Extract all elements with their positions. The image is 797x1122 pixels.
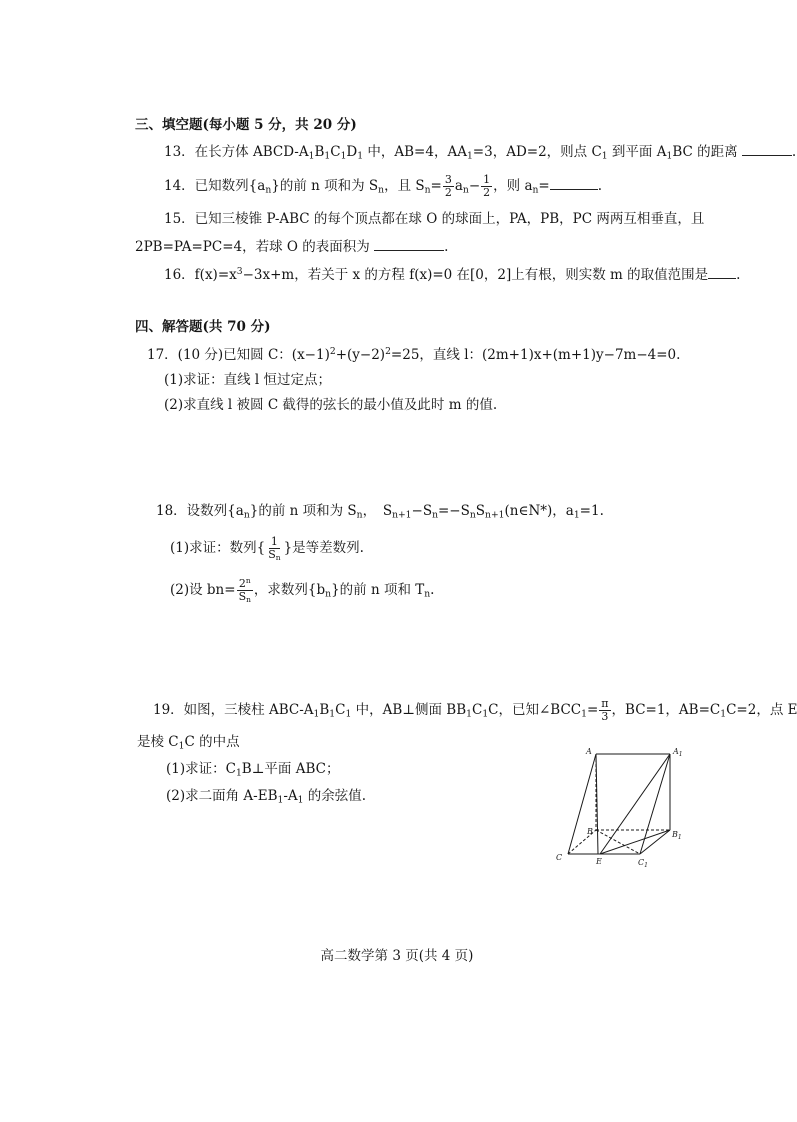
q13-text: 到平面 A <box>607 144 667 160</box>
q19-subscript: 1 <box>313 708 320 720</box>
q19-subscript: 1 <box>466 708 472 720</box>
prism-diagram <box>548 740 698 870</box>
question-17 <box>147 346 680 364</box>
question-18-part-2 <box>170 575 435 604</box>
q19-text: C <box>471 702 483 718</box>
q13-subscript: 1 <box>601 150 608 162</box>
q13-text: . <box>791 144 797 160</box>
edge-e-b1 <box>600 830 670 854</box>
q14-text: }的前 n 项和为 S <box>271 178 379 194</box>
q15-text: 15．已知三棱锥 P-ABC 的每个顶点都在球 O 的球面上，PA，PB，PC 两两互相垂直，且 <box>164 211 705 227</box>
q19-part-2-text: -A <box>283 788 298 804</box>
q14-text: ，则 a <box>493 178 533 194</box>
q15-text: 2PB=PA=PC=4，若球 O 的表面积为 <box>135 239 370 255</box>
label-c: C <box>556 853 563 862</box>
question-15-line-2 <box>135 238 448 256</box>
q13-text: D <box>346 144 358 160</box>
q19-text: C=2，点 E <box>726 702 797 718</box>
q17-text: 17．(10 分)已知圆 C：(x−1) <box>147 347 330 363</box>
q16-superscript: 3 <box>236 265 243 277</box>
answer-blank-13[interactable] <box>742 143 792 156</box>
q19-text: ，BC=1，AB=C <box>611 702 721 718</box>
fraction <box>266 536 282 561</box>
page-footer-text: 高二数学第 3 页(共 4 页) <box>320 948 474 964</box>
question-17-part-1 <box>164 371 331 389</box>
q18-subscript: n <box>243 509 250 521</box>
q19-subscript: 1 <box>345 708 352 720</box>
q17-superscript: 2 <box>329 345 336 357</box>
q14-text: . <box>597 178 603 194</box>
question-18-part-1 <box>170 536 364 561</box>
edge-c1-b1 <box>640 830 670 854</box>
answer-blank-15[interactable] <box>374 238 444 251</box>
q14-subscript: n <box>378 184 385 196</box>
q13-text: 13．在长方体 ABCD-A <box>164 144 309 160</box>
q19-subscript: 1 <box>178 740 185 752</box>
q18-subscript: n <box>356 509 363 521</box>
q13-subscript: 1 <box>340 150 347 162</box>
q18-text: S <box>475 503 486 519</box>
q18-part-2-text: (2)设 bn= <box>170 582 236 598</box>
question-19-part-1 <box>166 760 339 778</box>
q19-subscript: 1 <box>581 708 587 720</box>
q13-text: BC 的距离 <box>672 144 738 160</box>
q18-text: (n∈N*)，a <box>504 503 574 519</box>
label-b1: $B_1$ <box>672 830 682 841</box>
q13-subscript: 1 <box>666 150 673 162</box>
q17-part-2-text: (2)求直线 l 被圆 C 截得的弦长的最小值及此时 m 的值. <box>164 397 498 413</box>
section-4-heading-text: 四、解答题(共 70 分) <box>135 319 271 335</box>
q19-text: = <box>586 702 599 718</box>
page-footer <box>0 944 794 964</box>
q14-text: = <box>430 178 442 194</box>
q19-text: 19．如图，三棱柱 ABC-A <box>153 702 314 718</box>
q19-text: 是棱 C <box>137 734 179 750</box>
question-16 <box>164 266 740 284</box>
q19-text: 中，AB⊥侧面 BB <box>351 702 467 718</box>
fraction-subscript: n <box>275 552 281 562</box>
question-17-part-2 <box>164 396 497 414</box>
q19-text: C <box>335 702 346 718</box>
q18-subscript: n <box>469 509 476 521</box>
fraction-numerator-text: 2 <box>238 577 246 590</box>
label-a1: $A_1$ <box>673 747 683 758</box>
q18-subscript: 1 <box>573 509 580 521</box>
label-c1: $C_1$ <box>638 858 648 869</box>
q13-subscript: 1 <box>466 150 473 162</box>
label-e: E <box>596 857 602 866</box>
q18-part-1-text: (1)求证：数列{ <box>170 540 266 556</box>
fraction <box>599 698 610 723</box>
edge-a-c <box>568 754 596 854</box>
question-19 <box>153 698 797 723</box>
answer-blank-16[interactable] <box>708 266 736 279</box>
fraction-numerator: 1 <box>270 535 278 548</box>
fraction-denominator: 2 <box>483 186 491 199</box>
q16-text: . <box>736 267 741 283</box>
q18-text: −S <box>411 503 433 519</box>
q14-text: ，且 S <box>384 178 425 194</box>
q18-subscript: n <box>424 588 431 600</box>
q19-subscript: 1 <box>720 708 727 720</box>
fraction-numerator: 1 <box>483 173 491 186</box>
prism-figure <box>548 740 698 870</box>
fraction <box>443 174 454 199</box>
q18-text: 18．设数列{a <box>156 503 244 519</box>
question-19-part-2 <box>166 787 366 805</box>
fraction-denominator: 2 <box>444 186 452 199</box>
fraction-numerator: π <box>601 697 609 710</box>
q17-text: +(y−2) <box>335 347 386 363</box>
section-4-heading <box>135 318 270 336</box>
answer-blank-14[interactable] <box>550 177 598 190</box>
q18-part-1-text: }是等差数列. <box>283 540 364 556</box>
q18-text: =−S <box>438 503 470 519</box>
q18-text: }的前 n 项和为 S <box>249 503 357 519</box>
question-14 <box>164 174 602 199</box>
q13-text: B <box>314 144 325 160</box>
q17-part-1-text: (1)求证：直线 l 恒过定点； <box>164 372 332 388</box>
fraction-denominator <box>266 549 282 561</box>
q18-text: ， S <box>362 503 393 519</box>
q19-part-1-text: (1)求证：C <box>166 761 236 777</box>
q19-text: B <box>319 702 330 718</box>
fraction <box>237 575 253 604</box>
q15-text: . <box>444 239 449 255</box>
q14-subscript: n <box>265 184 272 196</box>
q13-text: 中，AB=4，AA <box>363 144 467 160</box>
q19-subscript: 1 <box>329 708 336 720</box>
q18-text: =1. <box>579 503 604 519</box>
question-15-line-1 <box>164 210 704 228</box>
question-19-line-2 <box>137 733 240 751</box>
q17-text: =25，直线 l：(2m+1)x+(m+1)y−7m−4=0. <box>390 347 681 363</box>
fraction-denominator <box>237 591 253 603</box>
q19-subscript: 1 <box>297 794 304 806</box>
fraction-denominator-text: S <box>238 590 247 603</box>
q19-subscript: 1 <box>482 708 489 720</box>
q18-part-2-text: . <box>430 582 435 598</box>
q18-part-2-text: }的前 n 项和 T <box>331 582 425 598</box>
q14-subscript: n <box>532 184 539 196</box>
q19-subscript: 1 <box>235 767 242 779</box>
q18-subscript: n+1 <box>392 509 412 521</box>
q16-text: −3x+m，若关于 x 的方程 f(x)=0 在[0，2]上有根，则实数 m 的取值范围是 <box>242 267 709 283</box>
q13-text: =3，AD=2，则点 C <box>472 144 602 160</box>
q13-subscript: 1 <box>308 150 315 162</box>
q14-subscript: n <box>462 184 469 196</box>
q13-subscript: 1 <box>324 150 331 162</box>
q18-part-2-text: ，求数列{b <box>253 582 326 598</box>
q14-text: 14．已知数列{a <box>164 178 266 194</box>
q18-subscript: n <box>325 588 332 600</box>
q18-subscript: n <box>432 509 438 521</box>
q14-text: − <box>468 178 481 194</box>
q14-text: = <box>538 178 550 194</box>
q19-subscript: 1 <box>277 794 284 806</box>
question-13 <box>164 143 796 161</box>
fraction <box>481 174 492 199</box>
fraction-subscript: n <box>246 594 251 604</box>
q19-part-1-text: B⊥平面 ABC； <box>241 761 340 777</box>
q14-text: a <box>454 178 463 194</box>
q18-subscript: n+1 <box>485 509 505 521</box>
fraction-denominator-text: S <box>268 548 276 561</box>
fraction-denominator: 3 <box>601 710 609 723</box>
fraction-numerator: 3 <box>444 173 452 186</box>
question-18 <box>156 502 604 520</box>
q17-superscript: 2 <box>385 345 391 357</box>
fraction-superscript: n <box>245 575 251 585</box>
q13-text: C <box>330 144 341 160</box>
q19-text: C，已知∠BCC <box>488 702 582 718</box>
q16-text: 16．f(x)=x <box>164 267 237 283</box>
section-3-heading-text: 三、填空题(每小题 5 分，共 20 分) <box>135 117 357 133</box>
q19-part-2-text: 的余弦值. <box>303 788 367 804</box>
q13-subscript: 1 <box>357 150 364 162</box>
label-a: A <box>586 747 592 756</box>
label-b: B <box>587 827 593 836</box>
q14-subscript: n <box>424 184 431 196</box>
section-3-heading <box>135 116 357 134</box>
q19-text: C 的中点 <box>184 734 240 750</box>
q19-part-2-text: (2)求二面角 A-EB <box>166 788 278 804</box>
